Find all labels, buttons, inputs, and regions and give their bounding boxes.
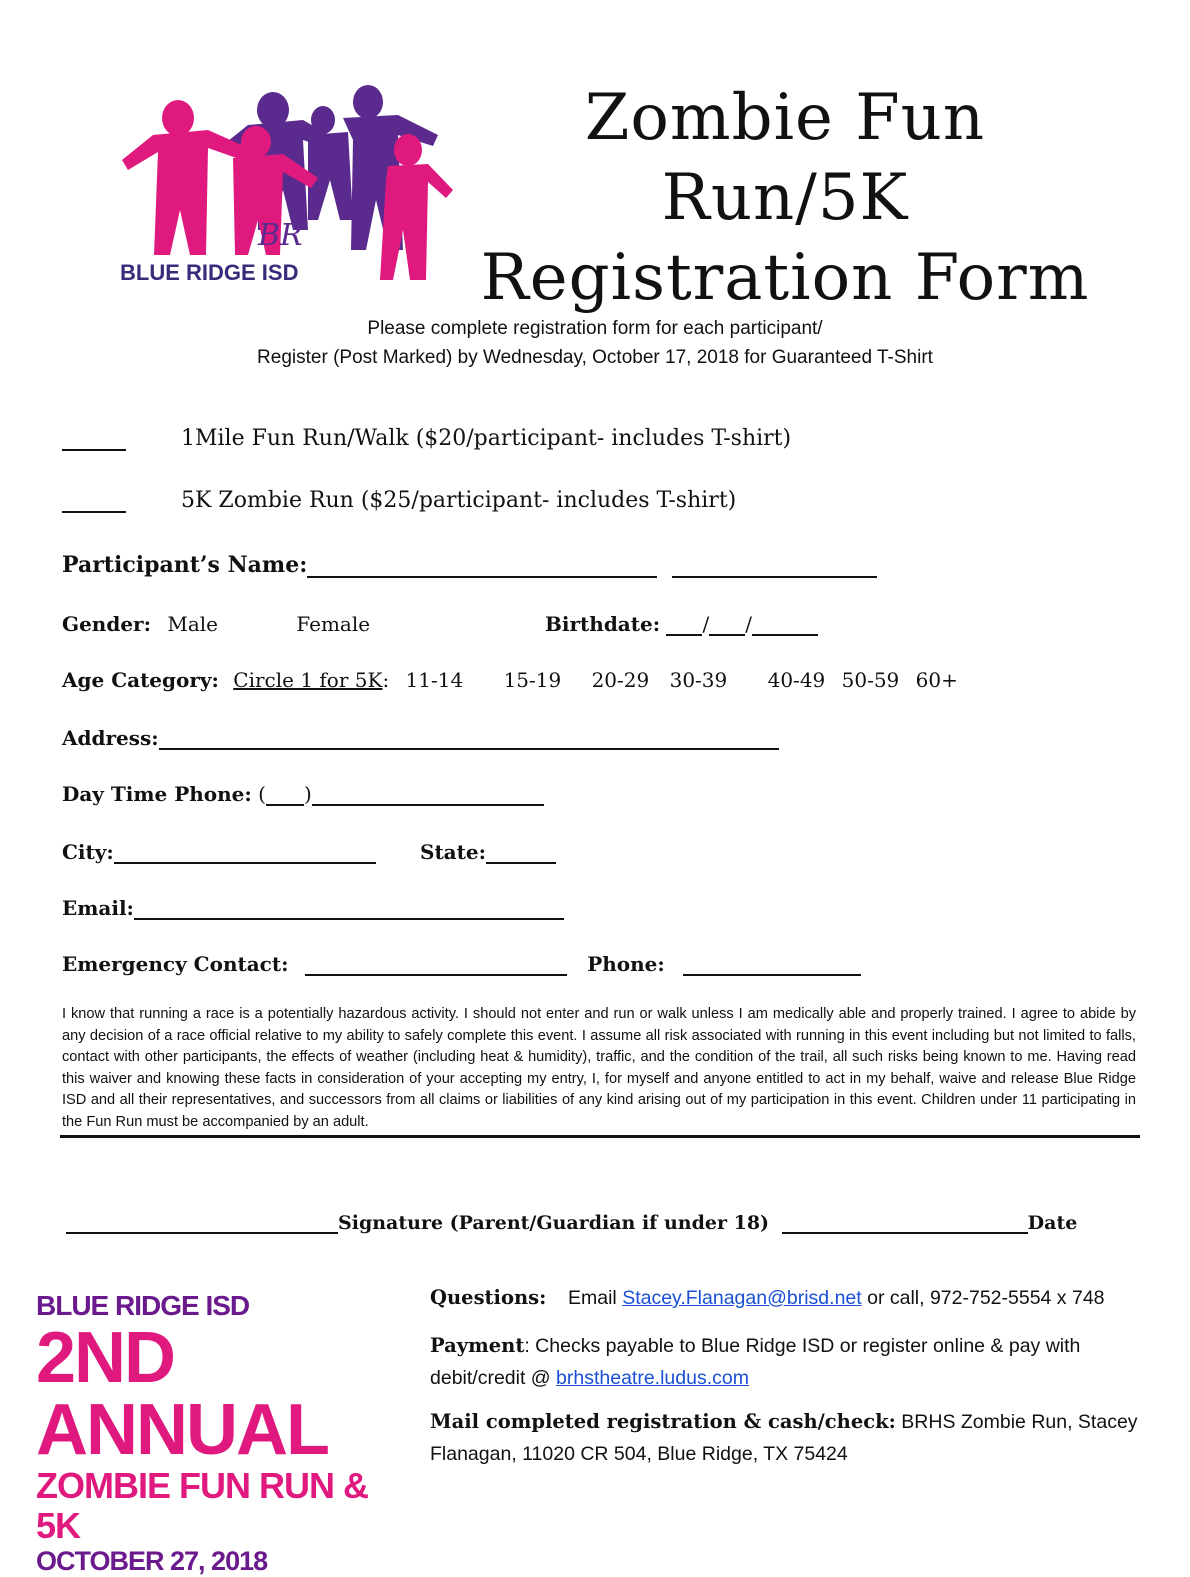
- emergency-phone-field[interactable]: [683, 954, 861, 976]
- city-label: City:: [62, 840, 114, 864]
- mail-text: BRHS Zombie Run, Stacey Flanagan, 11020 CR 504, Blue Ridge, TX 75424: [430, 1411, 1138, 1465]
- zombie-logo: [108, 80, 458, 290]
- day-phone-label: Day Time Phone:: [62, 782, 252, 806]
- address-field[interactable]: [159, 728, 779, 750]
- promo-line-2: 2ND ANNUAL: [36, 1318, 328, 1470]
- option-fun-run: [62, 426, 791, 451]
- age-range-option[interactable]: 40-49: [767, 668, 826, 692]
- signature-date-label: Date: [1027, 1212, 1078, 1234]
- birth-month-field[interactable]: [666, 614, 702, 636]
- promo-line-4: OCTOBER 27, 2018: [36, 1546, 268, 1576]
- email-row: [62, 896, 564, 920]
- age-colon: :: [382, 668, 390, 692]
- zombie-silhouettes-icon: [108, 80, 458, 290]
- title-line-2: Registration Form: [480, 241, 1090, 315]
- gender-female-option[interactable]: Female: [296, 612, 371, 636]
- area-code-field[interactable]: [266, 784, 304, 806]
- gender-row: [62, 612, 370, 636]
- email-label: Email:: [62, 896, 134, 920]
- page-title: [470, 78, 1100, 318]
- state-row: [420, 840, 556, 864]
- mail-label: Mail completed registration & cash/check:: [430, 1410, 896, 1433]
- option-fun-run-checkline[interactable]: [62, 429, 126, 451]
- signature-row: [66, 1212, 1077, 1234]
- logo-monogram: BR: [258, 218, 303, 253]
- waiver-divider: [60, 1135, 1140, 1138]
- city-field[interactable]: [114, 842, 376, 864]
- mail-line: [430, 1406, 1150, 1470]
- age-category-label: Age Category:: [62, 668, 219, 692]
- logo-org-text: BLUE RIDGE ISD: [120, 260, 299, 285]
- intro-text: [0, 314, 1190, 372]
- questions-label: Questions:: [430, 1286, 547, 1309]
- intro-line-1: Please complete registration form for each participant/: [367, 318, 823, 339]
- signature-field[interactable]: [66, 1212, 338, 1234]
- option-5k-label: 5K Zombie Run ($25/participant- includes T-shirt): [181, 488, 737, 513]
- city-row: [62, 840, 376, 864]
- age-range-option[interactable]: 15-19: [503, 668, 562, 692]
- gender-male-option[interactable]: Male: [167, 612, 218, 636]
- address-row: [62, 726, 779, 750]
- signature-label: Signature (Parent/Guardian if under 18): [338, 1212, 770, 1234]
- state-label: State:: [420, 840, 486, 864]
- area-code-open: (: [258, 782, 266, 806]
- email-field[interactable]: [134, 898, 564, 920]
- address-label: Address:: [62, 726, 159, 750]
- birth-year-field[interactable]: [752, 614, 818, 636]
- last-name-field[interactable]: [672, 556, 877, 578]
- payment-label: Payment: [430, 1334, 525, 1357]
- age-range-option[interactable]: 20-29: [591, 668, 650, 692]
- birthdate-label: Birthdate:: [545, 612, 661, 636]
- signature-date-field[interactable]: [782, 1212, 1028, 1234]
- contact-info: [430, 1282, 1150, 1470]
- promo-line-3: ZOMBIE FUN RUN & 5K: [36, 1465, 368, 1546]
- birthdate-row: Birthdate: / /: [545, 612, 818, 636]
- questions-pre: Email: [568, 1287, 617, 1309]
- participant-name-row: [62, 552, 877, 578]
- age-circle-instruction: Circle 1 for 5K: [233, 668, 383, 692]
- age-range-option[interactable]: 11-14: [405, 668, 464, 692]
- waiver-text: I know that running a race is a potentially hazardous activity. I should not enter and run or walk unless I am medically able and properly trained. I agree to abide by any decision of a race official relative to my ability to safely complete this event. I assume all risk associated with running in this event including but not limited to falls, contact with other participants, the effects of weather (including heat & humidity), traffic, and the condition of the trail, all such risks being known to me. Having read this waiver and knowing these facts in consideration of your accepting my entry, I, for myself and anyone entitled to act in my behalf, waive and release Blue Ridge ISD and all their representatives, and successors from all claims or liabilities of any kind arising out of my participation in this event. Children under 11 participating in the Fun Run must be accompanied by an adult.: [62, 1006, 1136, 1130]
- option-5k: [62, 488, 736, 513]
- emergency-phone-label: Phone:: [587, 952, 665, 976]
- participant-name-label: Participant’s Name:: [62, 552, 308, 578]
- title-line-1: Zombie Fun Run/5K: [584, 81, 986, 235]
- day-phone-field[interactable]: [312, 784, 544, 806]
- questions-post: or call, 972-752-5554 x 748: [867, 1287, 1105, 1309]
- emergency-contact-row: [62, 952, 861, 976]
- first-name-field[interactable]: [307, 556, 657, 578]
- age-range-option[interactable]: 50-59: [841, 668, 900, 692]
- questions-email-link[interactable]: Stacey.Flanagan@brisd.net: [622, 1287, 862, 1309]
- state-field[interactable]: [486, 842, 556, 864]
- option-5k-checkline[interactable]: [62, 491, 126, 513]
- age-range-option[interactable]: 60+: [915, 668, 958, 692]
- payment-text: : Checks payable to Blue Ridge ISD or register online & pay with debit/credit @: [430, 1335, 1081, 1389]
- age-category-row: [62, 668, 958, 692]
- emergency-contact-label: Emergency Contact:: [62, 952, 289, 976]
- emergency-contact-field[interactable]: [305, 954, 567, 976]
- promo-logo: [36, 1290, 416, 1577]
- payment-site-link[interactable]: brhstheatre.ludus.com: [556, 1367, 749, 1389]
- payment-line: [430, 1330, 1150, 1394]
- birth-day-field[interactable]: [709, 614, 745, 636]
- gender-label: Gender:: [62, 612, 151, 636]
- option-fun-run-label: 1Mile Fun Run/Walk ($20/participant- includes T-shirt): [181, 426, 792, 451]
- age-range-option[interactable]: 30-39: [669, 668, 728, 692]
- intro-line-2: Register (Post Marked) by Wednesday, October 17, 2018 for Guaranteed T-Shirt: [257, 347, 933, 368]
- promo-line-1: BLUE RIDGE ISD: [36, 1290, 250, 1321]
- area-code-close: ): [303, 782, 312, 806]
- questions-line: [430, 1282, 1150, 1314]
- day-phone-row: [62, 782, 544, 806]
